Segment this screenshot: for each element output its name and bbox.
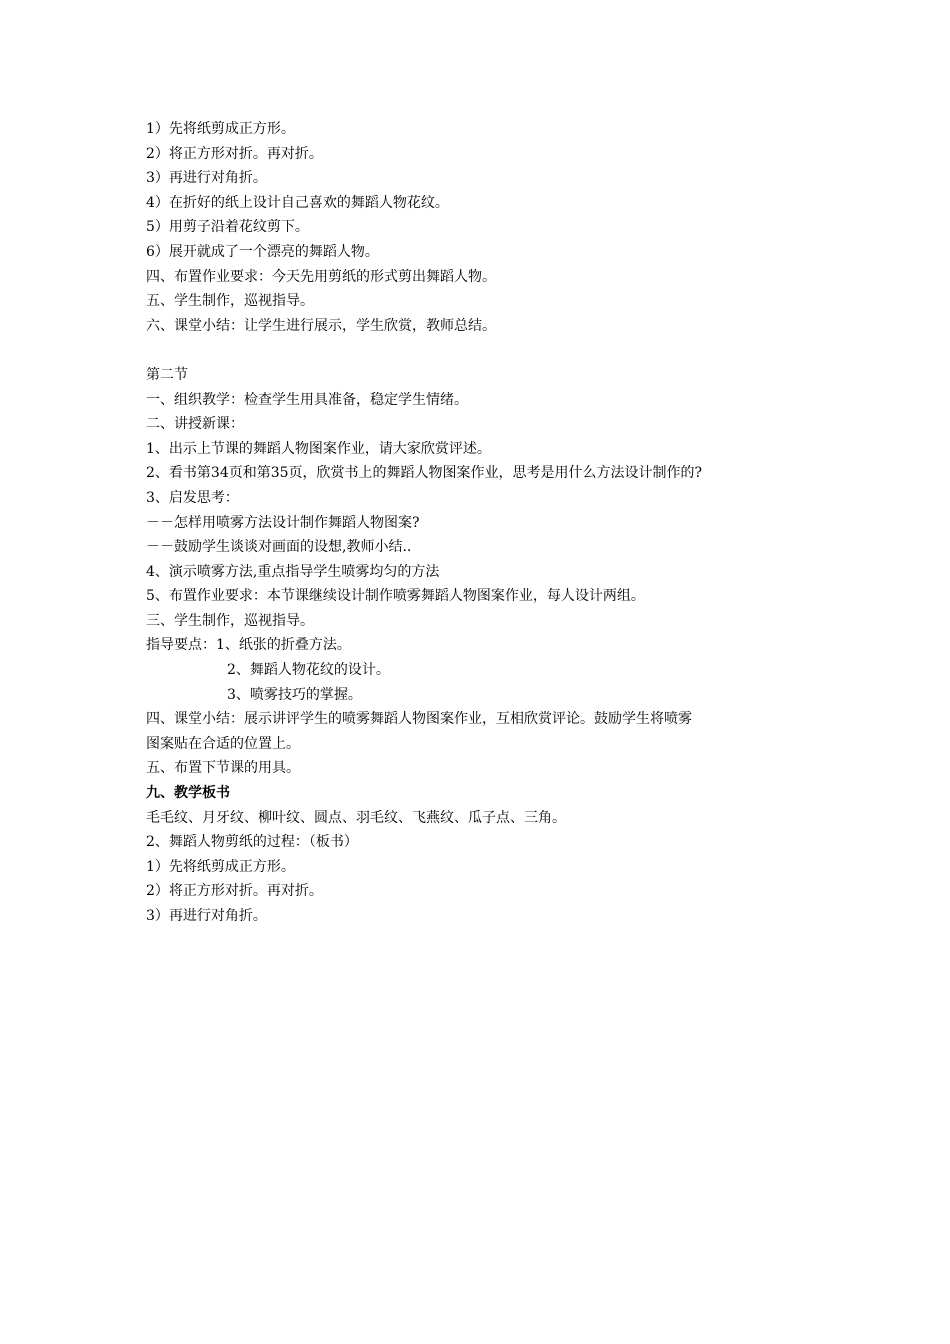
document-page xyxy=(146,117,826,929)
text-line: 四、布置作业要求：今天先用剪纸的形式剪出舞蹈人物。 xyxy=(146,268,496,285)
step-line: 2）将正方形对折。再对折。 xyxy=(146,883,323,900)
step-line: 4）在折好的纸上设计自己喜欢的舞蹈人物花纹。 xyxy=(146,194,449,211)
text-line: －－鼓励学生谈谈对画面的设想,教师小结.. xyxy=(146,539,412,556)
text-line: 1、出示上节课的舞蹈人物图案作业，请大家欣赏评述。 xyxy=(146,440,491,457)
text-line: －－怎样用喷雾方法设计制作舞蹈人物图案? xyxy=(146,514,420,531)
step-line: 6）展开就成了一个漂亮的舞蹈人物。 xyxy=(146,243,379,260)
text-line: 六、课堂小结：让学生进行展示，学生欣赏，教师总结。 xyxy=(146,317,496,334)
guide-item: 1、纸张的折叠方法。 xyxy=(216,637,351,654)
text-line: 五、布置下节课的用具。 xyxy=(146,760,300,777)
text-line: 2、舞蹈人物剪纸的过程：（板书） xyxy=(146,834,358,851)
guide-label: 指导要点： xyxy=(146,637,216,654)
text-line: 一、组织教学：检查学生用具准备，稳定学生情绪。 xyxy=(146,391,468,408)
guide-item: 3、喷雾技巧的掌握。 xyxy=(227,686,362,703)
step-line: 2）将正方形对折。再对折。 xyxy=(146,145,323,162)
guide-item: 2、舞蹈人物花纹的设计。 xyxy=(227,662,390,679)
text-line: 二、讲授新课： xyxy=(146,416,244,433)
step-line: 3）再进行对角折。 xyxy=(146,908,267,924)
blank-line xyxy=(146,338,826,363)
text-line: 2、看书第34页和第35页，欣赏书上的舞蹈人物图案作业，思考是用什么方法设计制作的? xyxy=(146,465,703,482)
section-heading: 九、教学板书 xyxy=(146,785,230,802)
text-line: 4、演示喷雾方法,重点指导学生喷雾均匀的方法 xyxy=(146,563,440,580)
step-line: 3）再进行对角折。 xyxy=(146,170,267,187)
text-line: 五、学生制作，巡视指导。 xyxy=(146,293,314,310)
section-title: 第二节 xyxy=(146,366,188,383)
step-line: 5）用剪子沿着花纹剪下。 xyxy=(146,219,309,236)
text-line: 图案贴在合适的位置上。 xyxy=(146,735,300,752)
text-line: 毛毛纹、月牙纹、柳叶纹、圆点、羽毛纹、飞燕纹、瓜子点、三角。 xyxy=(146,809,566,826)
step-line: 1）先将纸剪成正方形。 xyxy=(146,121,295,137)
text-line: 三、学生制作，巡视指导。 xyxy=(146,612,314,629)
step-line: 1）先将纸剪成正方形。 xyxy=(146,858,295,875)
text-line: 3、启发思考： xyxy=(146,489,239,506)
text-line: 5、布置作业要求：本节课继续设计制作喷雾舞蹈人物图案作业，每人设计两组。 xyxy=(146,588,645,605)
guide-points xyxy=(146,633,826,658)
text-line: 四、课堂小结：展示讲评学生的喷雾舞蹈人物图案作业，互相欣赏评论。鼓励学生将喷雾 xyxy=(146,711,692,728)
